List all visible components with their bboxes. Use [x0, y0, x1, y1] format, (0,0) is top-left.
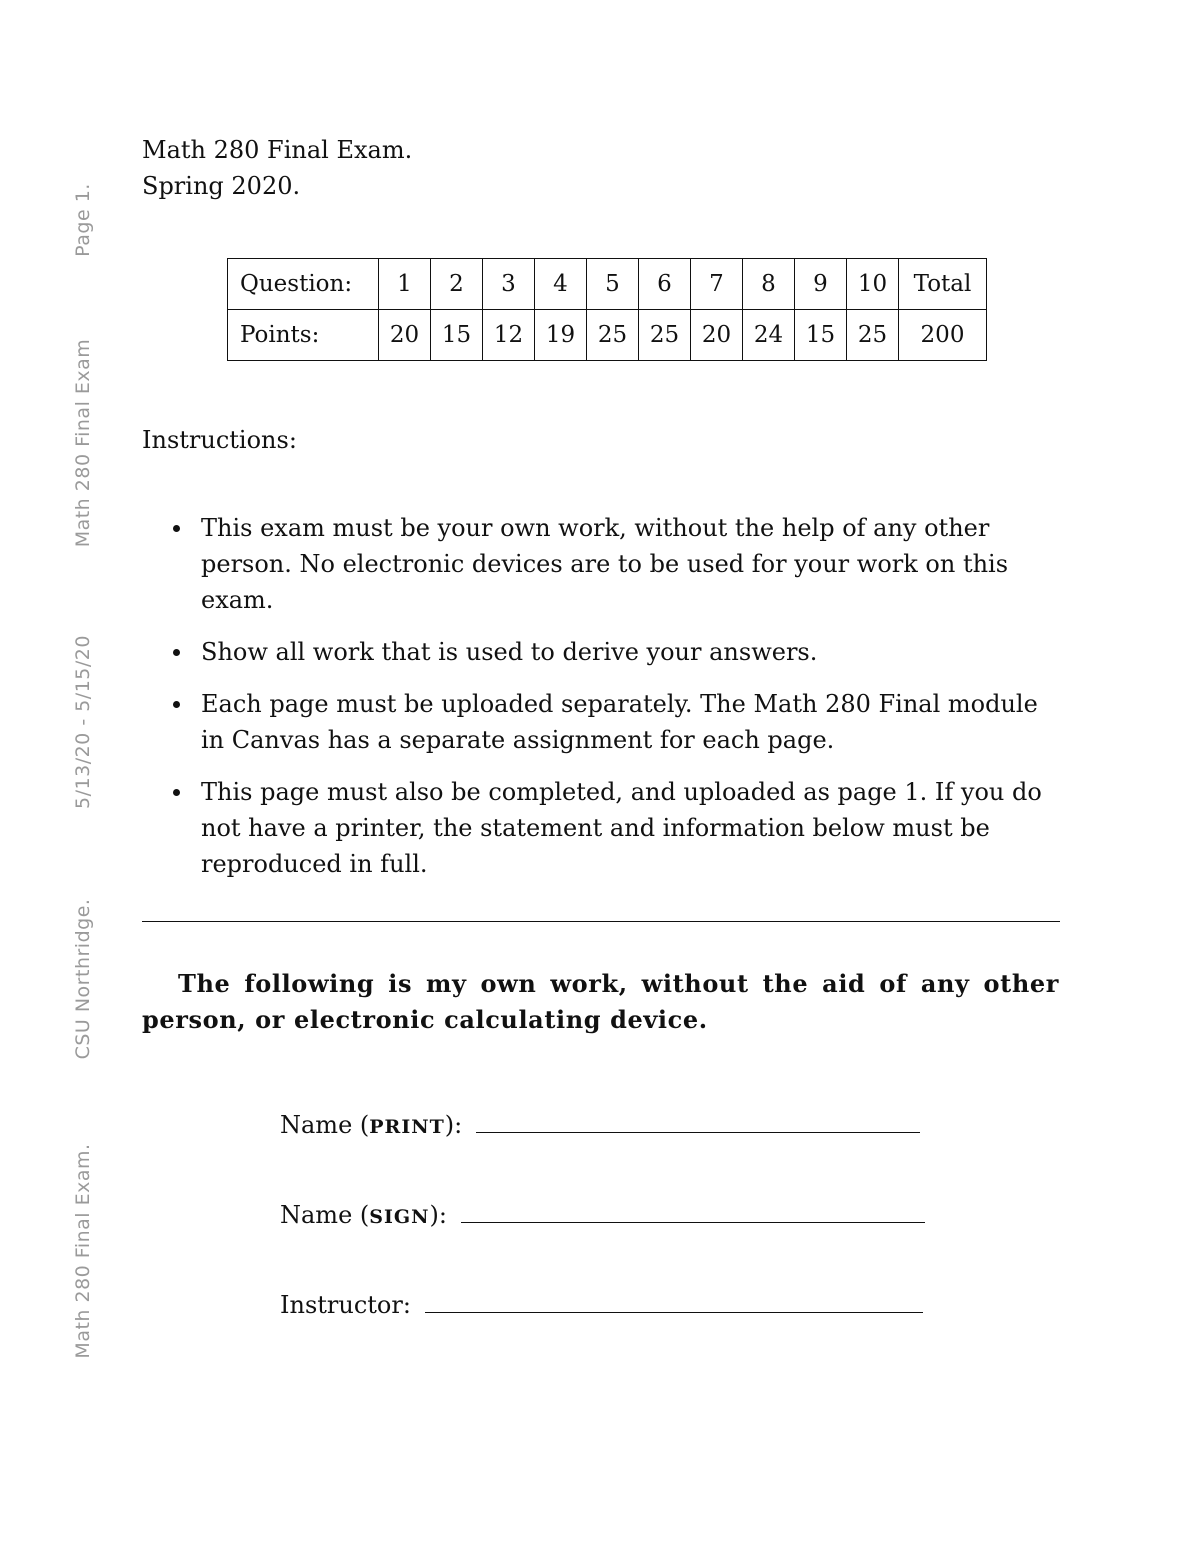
instructions-list: [142, 510, 1062, 898]
question-number: 6: [639, 259, 691, 310]
instruction-text: This exam must be your own work, without the help of any other person. No electronic devices are to be used for your work on this exam.: [201, 514, 1009, 614]
bullet-icon: [173, 701, 180, 708]
question-row-label: Question:: [228, 259, 379, 310]
question-number: 3: [483, 259, 535, 310]
total-header: Total: [899, 259, 987, 310]
margin-exam-title-full: Math 280 Final Exam.: [72, 1143, 94, 1359]
points-value: 15: [795, 310, 847, 361]
question-number: 7: [691, 259, 743, 310]
points-row: [228, 310, 987, 361]
instructor-field: [280, 1287, 923, 1323]
name-print-suffix: ):: [444, 1111, 463, 1139]
question-number: 10: [847, 259, 899, 310]
name-print-prefix: Name (: [280, 1111, 370, 1139]
question-number: 2: [431, 259, 483, 310]
question-number: 8: [743, 259, 795, 310]
points-row-label: Points:: [228, 310, 379, 361]
margin-school: CSU Northridge.: [72, 898, 94, 1060]
name-print-input[interactable]: [476, 1110, 920, 1133]
question-row: [228, 259, 987, 310]
points-value: 25: [587, 310, 639, 361]
list-item: [142, 510, 1062, 618]
name-sign-field: [280, 1197, 925, 1235]
name-sign-keyword: SIGN: [369, 1206, 430, 1228]
points-value: 20: [691, 310, 743, 361]
question-number: 4: [535, 259, 587, 310]
points-value: 19: [535, 310, 587, 361]
instruction-text: Each page must be uploaded separately. The Math 280 Final module in Canvas has a separate assignment for each page.: [201, 690, 1038, 754]
instructions-heading: Instructions:: [142, 426, 297, 454]
score-table: [227, 258, 987, 361]
name-print-field: [280, 1107, 920, 1145]
list-item: [142, 686, 1062, 758]
points-value: 12: [483, 310, 535, 361]
name-sign-prefix: Name (: [280, 1201, 370, 1229]
question-number: 9: [795, 259, 847, 310]
list-item: [142, 774, 1062, 882]
margin-page-number: Page 1.: [72, 183, 94, 257]
exam-term: Spring 2020.: [142, 172, 301, 200]
total-points: 200: [899, 310, 987, 361]
section-divider: [142, 921, 1060, 922]
margin-exam-title: Math 280 Final Exam: [72, 338, 94, 548]
honor-statement: The following is my own work, without the aid of any other person, or electronic calculating device.: [142, 969, 1059, 1034]
name-sign-suffix: ):: [429, 1201, 447, 1229]
points-value: 24: [743, 310, 795, 361]
question-number: 5: [587, 259, 639, 310]
points-value: 25: [639, 310, 691, 361]
list-item: [142, 634, 1062, 670]
instructor-input[interactable]: [425, 1290, 923, 1313]
instructor-label: Instructor:: [280, 1291, 411, 1319]
bullet-icon: [173, 649, 180, 656]
name-print-keyword: PRINT: [369, 1116, 445, 1138]
name-sign-input[interactable]: [461, 1200, 925, 1223]
bullet-icon: [173, 525, 180, 532]
question-number: 1: [379, 259, 431, 310]
points-value: 20: [379, 310, 431, 361]
points-value: 25: [847, 310, 899, 361]
instruction-text: Show all work that is used to derive your answers.: [201, 638, 818, 666]
instruction-text: This page must also be completed, and uploaded as page 1. If you do not have a printer, the statement and information below must be reproduced in full.: [201, 778, 1042, 878]
exam-title: Math 280 Final Exam.: [142, 136, 413, 164]
exam-header: [142, 132, 412, 204]
points-value: 15: [431, 310, 483, 361]
margin-exam-dates: 5/13/20 - 5/15/20: [72, 635, 94, 809]
bullet-icon: [173, 789, 180, 796]
